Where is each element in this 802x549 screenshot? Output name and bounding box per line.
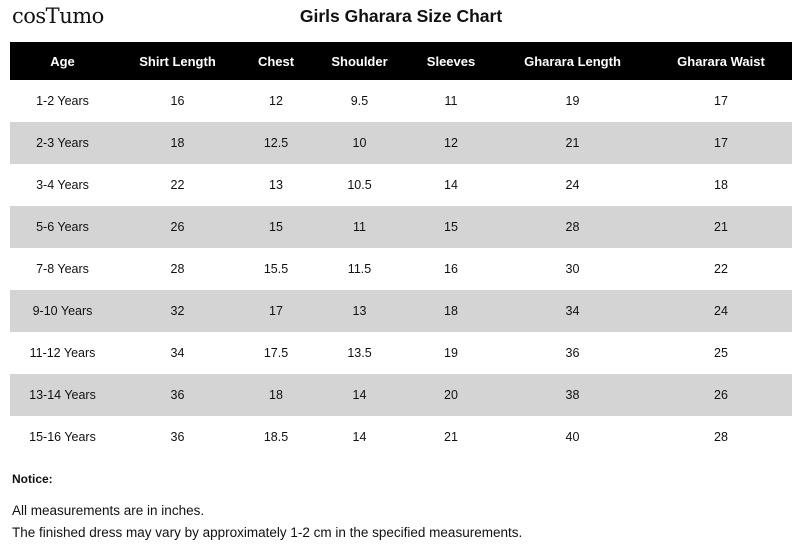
notice-section (10, 472, 792, 544)
cell-sleeves: 21 (407, 416, 495, 458)
size-chart-table (10, 42, 792, 458)
cell-gharara-waist: 18 (650, 164, 792, 206)
table-row (10, 416, 792, 458)
cell-gharara-waist: 26 (650, 374, 792, 416)
cell-gharara-length: 28 (495, 206, 650, 248)
cell-age: 1-2 Years (10, 80, 115, 122)
cell-age: 15-16 Years (10, 416, 115, 458)
cell-gharara-waist: 17 (650, 122, 792, 164)
notice-line-variance: The finished dress may vary by approximately 1-2 cm in the specified measurements. (12, 525, 523, 540)
column-header-chest: Chest (240, 42, 312, 80)
cell-gharara-waist: 17 (650, 80, 792, 122)
cell-shirt-length: 22 (115, 164, 240, 206)
cell-shoulder: 14 (312, 374, 407, 416)
column-header-gharara-length: Gharara Length (495, 42, 650, 80)
cell-gharara-waist: 21 (650, 206, 792, 248)
cell-gharara-length: 34 (495, 290, 650, 332)
cell-gharara-waist: 22 (650, 248, 792, 290)
cell-shoulder: 13 (312, 290, 407, 332)
table-row (10, 374, 792, 416)
cell-chest: 12 (240, 80, 312, 122)
cell-gharara-length: 21 (495, 122, 650, 164)
table-header (10, 42, 792, 80)
cell-chest: 13 (240, 164, 312, 206)
cell-age: 9-10 Years (10, 290, 115, 332)
cell-shirt-length: 16 (115, 80, 240, 122)
cell-gharara-length: 30 (495, 248, 650, 290)
cell-chest: 18.5 (240, 416, 312, 458)
cell-gharara-length: 36 (495, 332, 650, 374)
table-row (10, 290, 792, 332)
cell-chest: 15 (240, 206, 312, 248)
column-header-age: Age (10, 42, 115, 80)
column-header-sleeves: Sleeves (407, 42, 495, 80)
cell-chest: 15.5 (240, 248, 312, 290)
table-row (10, 248, 792, 290)
cell-gharara-length: 19 (495, 80, 650, 122)
column-header-gharara-waist: Gharara Waist (650, 42, 792, 80)
table-row (10, 164, 792, 206)
cell-sleeves: 20 (407, 374, 495, 416)
cell-gharara-length: 38 (495, 374, 650, 416)
cell-age: 5-6 Years (10, 206, 115, 248)
cell-age: 3-4 Years (10, 164, 115, 206)
notice-line-measurements: All measurements are in inches. (12, 503, 205, 518)
cell-sleeves: 18 (407, 290, 495, 332)
cell-chest: 17.5 (240, 332, 312, 374)
table-header-row (10, 42, 792, 80)
cell-shoulder: 9.5 (312, 80, 407, 122)
column-header-shoulder: Shoulder (312, 42, 407, 80)
page-title: Girls Gharara Size Chart (299, 6, 503, 26)
table-body (10, 80, 792, 458)
cell-shirt-length: 36 (115, 416, 240, 458)
cell-shoulder: 14 (312, 416, 407, 458)
table-row (10, 122, 792, 164)
cell-shoulder: 11.5 (312, 248, 407, 290)
cell-chest: 18 (240, 374, 312, 416)
brand-logo: cosTumo (12, 4, 104, 28)
cell-gharara-waist: 25 (650, 332, 792, 374)
cell-gharara-waist: 24 (650, 290, 792, 332)
table-row (10, 332, 792, 374)
cell-chest: 17 (240, 290, 312, 332)
cell-age: 7-8 Years (10, 248, 115, 290)
cell-sleeves: 19 (407, 332, 495, 374)
cell-age: 11-12 Years (10, 332, 115, 374)
cell-shoulder: 10 (312, 122, 407, 164)
notice-title: Notice: (12, 472, 53, 486)
cell-age: 13-14 Years (10, 374, 115, 416)
cell-age: 2-3 Years (10, 122, 115, 164)
cell-chest: 12.5 (240, 122, 312, 164)
cell-shirt-length: 28 (115, 248, 240, 290)
page-header (10, 0, 792, 42)
cell-shoulder: 13.5 (312, 332, 407, 374)
cell-sleeves: 15 (407, 206, 495, 248)
table-row (10, 80, 792, 122)
cell-sleeves: 11 (407, 80, 495, 122)
cell-sleeves: 14 (407, 164, 495, 206)
cell-shirt-length: 26 (115, 206, 240, 248)
cell-shoulder: 10.5 (312, 164, 407, 206)
cell-sleeves: 16 (407, 248, 495, 290)
table-row (10, 206, 792, 248)
cell-shirt-length: 34 (115, 332, 240, 374)
cell-shirt-length: 18 (115, 122, 240, 164)
cell-gharara-waist: 28 (650, 416, 792, 458)
cell-gharara-length: 40 (495, 416, 650, 458)
cell-sleeves: 12 (407, 122, 495, 164)
column-header-shirt-length: Shirt Length (115, 42, 240, 80)
cell-shirt-length: 32 (115, 290, 240, 332)
cell-shirt-length: 36 (115, 374, 240, 416)
cell-gharara-length: 24 (495, 164, 650, 206)
cell-shoulder: 11 (312, 206, 407, 248)
